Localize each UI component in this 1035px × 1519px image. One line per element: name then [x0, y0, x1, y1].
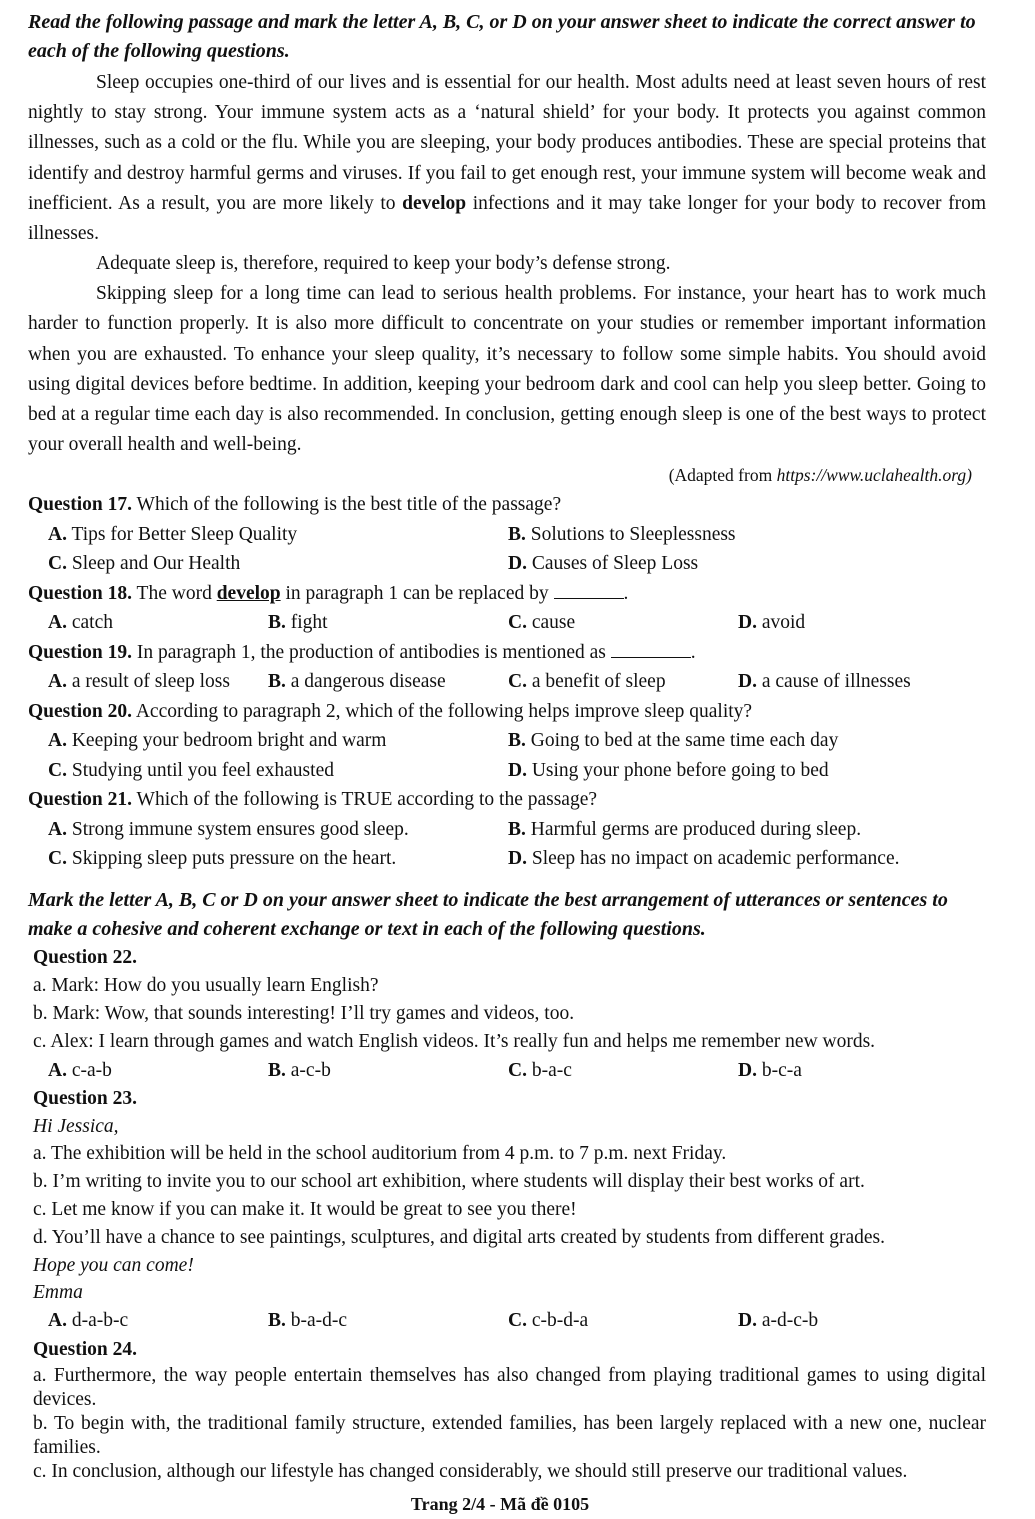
q20-option-d[interactable]: D. Using your phone before going to bed — [508, 759, 829, 781]
q17-option-b[interactable]: B. Solutions to Sleeplessness — [508, 523, 736, 545]
q20-option-a[interactable]: A. Keeping your bedroom bright and warm — [48, 730, 387, 752]
q23-sentence-b: b. I’m writing to invite you to our school art exhibition, where students will display their best works of art. — [33, 1171, 865, 1193]
q22-sentence-a: a. Mark: How do you usually learn English? — [33, 974, 379, 996]
q22-option-a[interactable]: A. c-a-b — [48, 1059, 112, 1081]
question-20-options-row2 — [28, 756, 986, 786]
question-19-options — [28, 667, 986, 697]
question-18-options — [28, 608, 986, 638]
question-24-label: Question 24. — [33, 1338, 138, 1360]
q18-option-a[interactable]: A. catch — [48, 612, 113, 634]
q23-option-b[interactable]: B. b-a-d-c — [268, 1310, 348, 1332]
question-23-label: Question 23. — [33, 1088, 138, 1110]
question-21: Question 21. Which of the following is TRUE according to the passage? — [28, 789, 598, 811]
q23-option-a[interactable]: A. d-a-b-c — [48, 1310, 129, 1332]
passage-paragraph-1-last: Adequate sleep is, therefore, required to keep your body’s defense strong. — [96, 253, 671, 275]
arrangement-instruction: Mark the letter A, B, C or D on your answer sheet to indicate the best arrangement of utterances or sentences to make a cohesive and coherent exchange or text in each of the following questions. — [28, 888, 948, 940]
question-17: Question 17. Which of the following is the best title of the passage? — [28, 494, 562, 516]
q20-option-c[interactable]: C. Studying until you feel exhausted — [48, 759, 334, 781]
q17-option-c[interactable]: C. Sleep and Our Health — [48, 553, 241, 575]
question-23-options — [28, 1306, 986, 1336]
q21-option-b[interactable]: B. Harmful germs are produced during sleep. — [508, 818, 862, 840]
q17-option-a[interactable]: A. Tips for Better Sleep Quality — [48, 523, 298, 545]
q19-option-a[interactable]: A. a result of sleep loss — [48, 671, 230, 693]
q18-option-b[interactable]: B. fight — [268, 612, 328, 634]
highlighted-word: develop — [402, 192, 467, 214]
q23-option-d[interactable]: D. a-d-c-b — [738, 1310, 819, 1332]
q22-option-d[interactable]: D. b-c-a — [738, 1059, 802, 1081]
q23-signature: Emma — [33, 1282, 83, 1304]
question-19: Question 19. In paragraph 1, the production of antibodies is mentioned as . — [28, 641, 696, 663]
page-footer: Trang 2/4 - Mã đề 0105 — [410, 1494, 590, 1514]
q23-sentence-d: d. You’ll have a chance to see paintings, sculptures, and digital arts created by students from different grades. — [33, 1227, 885, 1249]
q24-sentence-b: b. To begin with, the traditional family structure, extended families, has been largely replaced with a new one, nuclear families. — [33, 1412, 986, 1458]
question-21-options-row1 — [28, 815, 986, 845]
question-17-options-row2 — [28, 549, 986, 579]
question-21-options-row2 — [28, 844, 986, 874]
answer-blank — [554, 582, 624, 599]
reading-instruction: Read the following passage and mark the letter A, B, C, or D on your answer sheet to indicate the correct answer to each of the following questions. — [28, 11, 976, 62]
q23-sentence-a: a. The exhibition will be held in the school auditorium from 4 p.m. to 7 p.m. next Friday. — [33, 1143, 727, 1165]
answer-blank — [611, 641, 691, 658]
q22-option-c[interactable]: C. b-a-c — [508, 1059, 572, 1081]
question-17-options-row1 — [28, 520, 986, 550]
q19-option-b[interactable]: B. a dangerous disease — [268, 671, 446, 693]
q21-option-c[interactable]: C. Skipping sleep puts pressure on the heart. — [48, 848, 397, 870]
question-22-options — [28, 1056, 986, 1086]
q23-greeting: Hi Jessica, — [33, 1116, 119, 1138]
q24-sentence-c: c. In conclusion, although our lifestyle has changed considerably, we should still preserve our traditional values. — [33, 1460, 908, 1482]
q24-sentence-a: a. Furthermore, the way people entertain themselves has also changed from playing traditional games to using digital devices. — [33, 1364, 986, 1410]
q21-option-a[interactable]: A. Strong immune system ensures good sleep. — [48, 818, 409, 840]
q18-option-c[interactable]: C. cause — [508, 612, 576, 634]
q17-option-d[interactable]: D. Causes of Sleep Loss — [508, 553, 699, 575]
q22-sentence-c: c. Alex: I learn through games and watch English videos. It’s really fun and helps me remember new words. — [33, 1030, 876, 1052]
q23-sentence-c: c. Let me know if you can make it. It would be great to see you there! — [33, 1199, 577, 1221]
q20-option-b[interactable]: B. Going to bed at the same time each day — [508, 730, 839, 752]
question-18: Question 18. The word develop in paragraph 1 can be replaced by . — [28, 582, 629, 604]
q22-option-b[interactable]: B. a-c-b — [268, 1059, 331, 1081]
q23-option-c[interactable]: C. c-b-d-a — [508, 1310, 589, 1332]
q18-option-d[interactable]: D. avoid — [738, 612, 806, 634]
q22-sentence-b: b. Mark: Wow, that sounds interesting! I’ll try games and videos, too. — [33, 1002, 575, 1024]
q23-closing: Hope you can come! — [33, 1255, 194, 1277]
passage-paragraph-1: Sleep occupies one-third of our lives and is essential for our health. Most adults need at least seven hours of rest nightly to stay strong. Your immune system acts as a ‘natural shield’ for your body. It protects you against common illnesses, such as a cold or the flu. While you are sleeping, your body produces antibodies. These are special proteins that identify and destroy harmful germs and viruses. If you fail to get enough rest, your immune system will become weak and inefficient. As a result, you are more likely to develop infections and it may take longer for your body to recover from illnesses. — [28, 72, 987, 245]
exam-page — [28, 8, 986, 1484]
question-20: Question 20. According to paragraph 2, which of the following helps improve sleep quality? — [28, 700, 753, 722]
q19-option-d[interactable]: D. a cause of illnesses — [738, 671, 911, 693]
passage-paragraph-2: Skipping sleep for a long time can lead to serious health problems. For instance, your heart has to work much harder to function properly. It is also more difficult to concentrate on your studies or remember important information when you are exhausted. To enhance your sleep quality, it’s necessary to follow some simple habits. You should avoid using digital devices before bedtime. In addition, keeping your bedroom dark and cool can help you sleep better. Going to bed at a regular time each day is also recommended. In conclusion, getting enough sleep is one of the best ways to protect your overall health and well-being. — [28, 283, 986, 456]
q21-option-d[interactable]: D. Sleep has no impact on academic performance. — [508, 848, 900, 870]
question-20-options-row1 — [28, 726, 986, 756]
q19-option-c[interactable]: C. a benefit of sleep — [508, 671, 666, 693]
passage-source: (Adapted from https://www.uclahealth.org) — [668, 465, 972, 486]
question-22-label: Question 22. — [33, 946, 138, 968]
underlined-word: develop — [216, 582, 281, 604]
